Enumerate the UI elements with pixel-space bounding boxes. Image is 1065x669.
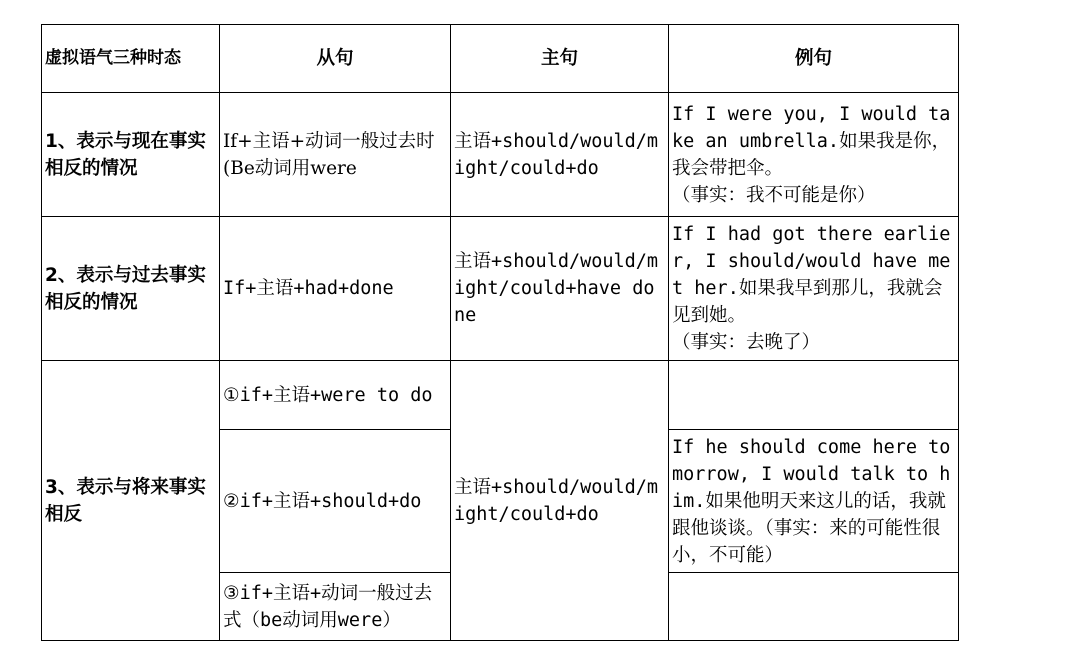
header-example: 例句 <box>669 25 959 93</box>
clause-future-2: ②if+主语+should+do <box>220 430 451 573</box>
category-present: 1、表示与现在事实相反的情况 <box>42 93 220 217</box>
example-past <box>669 217 959 361</box>
table-row-future-1 <box>42 361 959 430</box>
category-past: 2、表示与过去事实相反的情况 <box>42 217 220 361</box>
clause-future-1: ①if+主语+were to do <box>220 361 451 430</box>
example-past-text: If I had got there earlier, I should/would have met her.如果我早到那儿，我就会见到她。 <box>672 224 951 326</box>
clause-past: If+主语+had+done <box>220 217 451 361</box>
header-tense: 虚拟语气三种时态 <box>42 25 220 93</box>
fact-past: （事实：去晚了） <box>672 332 821 353</box>
example-future-1 <box>669 361 959 430</box>
main-future: 主语+should/would/might/could+do <box>451 361 669 641</box>
table-row-past <box>42 217 959 361</box>
example-present-text: If I were you, I would take an umbrella.如果我是你，我会带把伞。 <box>672 103 951 179</box>
example-future-2: If he should come here tomorrow, I would talk to him.如果他明天来这儿的话，我就跟他谈谈。（事实：来的可能性很小，不可能） <box>669 430 959 573</box>
fact-present: （事实：我不可能是你） <box>672 184 876 206</box>
category-future: 3、表示与将来事实相反 <box>42 361 220 641</box>
example-future-3 <box>669 573 959 641</box>
main-past: 主语+should/would/might/could+have done <box>451 217 669 361</box>
header-row <box>42 25 959 93</box>
main-present: 主语+should/would/might/could+do <box>451 93 669 217</box>
header-clause: 从句 <box>220 25 451 93</box>
example-present <box>669 93 959 217</box>
subjunctive-table <box>41 24 959 641</box>
header-main: 主句 <box>451 25 669 93</box>
clause-present: If+主语+动词一般过去时(Be动词用were <box>220 93 451 217</box>
table-row-present <box>42 93 959 217</box>
clause-future-3: ③if+主语+动词一般过去式（be动词用were） <box>220 573 451 641</box>
